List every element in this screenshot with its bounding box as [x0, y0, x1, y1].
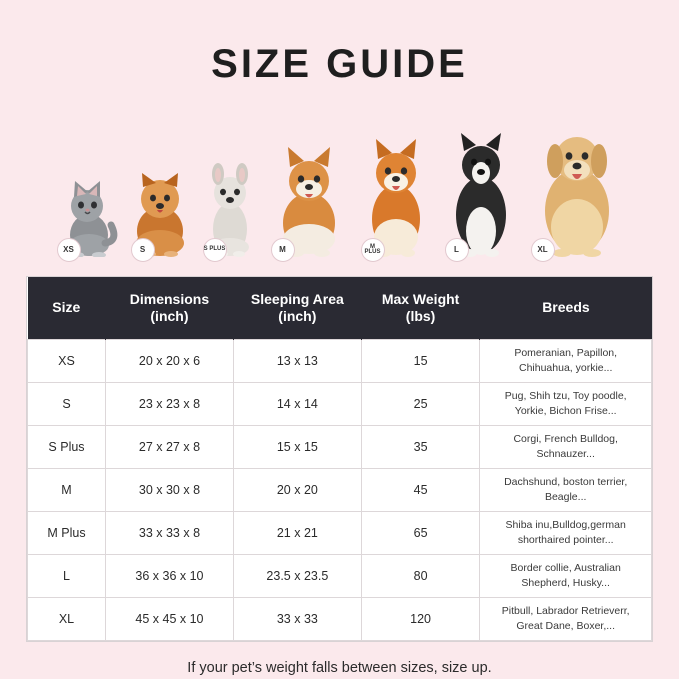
column-header-sleeping-area-line1: Sleeping Area [250, 291, 344, 307]
cell-breeds: Corgi, French Bulldog, Schnauzer... [480, 425, 652, 468]
cell-sleeping-area: 20 x 20 [233, 468, 361, 511]
golden-retriever-illustration [529, 117, 625, 262]
cell-sleeping-area: 33 x 33 [233, 597, 361, 640]
cell-size: S Plus [28, 425, 106, 468]
cell-breeds: Border collie, Australian Shepherd, Husky... [480, 554, 652, 597]
cell-breeds: Pug, Shih tzu, Toy poodle, Yorkie, Bichon Frise... [480, 382, 652, 425]
pet-l [443, 127, 519, 262]
cell-sleeping-area: 23.5 x 23.5 [233, 554, 361, 597]
cell-breeds: Pitbull, Labrador Retrieverr, Great Dane, Boxer,... [480, 597, 652, 640]
size-badge-s: S [131, 238, 155, 262]
table-row [28, 597, 652, 640]
pet-xl [529, 117, 625, 262]
size-badge-m: M [271, 238, 295, 262]
pomeranian-illustration [129, 165, 191, 262]
cell-size: L [28, 554, 106, 597]
cell-max-weight: 80 [361, 554, 480, 597]
cell-size: S [28, 382, 106, 425]
cell-sleeping-area: 21 x 21 [233, 511, 361, 554]
column-header-dimensions-line2: (inch) [150, 307, 189, 324]
cell-dimensions: 20 x 20 x 6 [106, 339, 234, 382]
table-row [28, 468, 652, 511]
border-collie-illustration [443, 127, 519, 262]
table-row [28, 382, 652, 425]
pet-m-plus [359, 133, 433, 262]
size-badge-s-plus: S PLUS [203, 238, 227, 262]
cell-size: XL [28, 597, 106, 640]
cell-breeds: Shiba inu,Bulldog,german shorthaired pointer... [480, 511, 652, 554]
column-header-sleeping-area-line2: (inch) [278, 307, 317, 324]
pet-m [269, 141, 349, 262]
cell-sleeping-area: 13 x 13 [233, 339, 361, 382]
column-header-sleeping-area [233, 277, 361, 339]
table-row [28, 511, 652, 554]
cell-breeds: Pomeranian, Papillon, Chihuahua, yorkie... [480, 339, 652, 382]
table-header [28, 277, 652, 339]
shiba-inu-illustration [359, 133, 433, 262]
column-header-dimensions-line1: Dimensions [129, 291, 210, 307]
size-badge-xs: XS [57, 238, 81, 262]
cell-size: M [28, 468, 106, 511]
cell-dimensions: 36 x 36 x 10 [106, 554, 234, 597]
cell-dimensions: 23 x 23 x 8 [106, 382, 234, 425]
cell-size: XS [28, 339, 106, 382]
column-header-max-weight [361, 277, 480, 339]
cell-breeds: Dachshund, boston terrier, Beagle... [480, 468, 652, 511]
cell-max-weight: 35 [361, 425, 480, 468]
cell-dimensions: 27 x 27 x 8 [106, 425, 234, 468]
column-header-max-weight-line1: Max Weight [381, 291, 460, 307]
footnote-text: If your pet’s weight falls between sizes, size up. [187, 659, 492, 676]
column-header-breeds [480, 277, 652, 339]
size-badge-l: L [445, 238, 469, 262]
cat-illustration [55, 173, 119, 262]
column-header-max-weight-line2: (lbs) [405, 307, 436, 324]
cell-max-weight: 65 [361, 511, 480, 554]
cell-sleeping-area: 14 x 14 [233, 382, 361, 425]
french-bulldog-illustration [201, 155, 259, 262]
size-badge-m-plus: M PLUS [361, 238, 385, 262]
cell-dimensions: 33 x 33 x 8 [106, 511, 234, 554]
size-badge-xl: XL [531, 238, 555, 262]
cell-max-weight: 25 [361, 382, 480, 425]
cell-size: M Plus [28, 511, 106, 554]
column-header-size-line1: Size [52, 299, 81, 316]
pet-xs [55, 173, 119, 262]
cell-max-weight: 120 [361, 597, 480, 640]
column-header-dimensions [106, 277, 234, 339]
cell-dimensions: 30 x 30 x 8 [106, 468, 234, 511]
cell-sleeping-area: 15 x 15 [233, 425, 361, 468]
page-title: SIZE GUIDE [211, 42, 468, 86]
cell-dimensions: 45 x 45 x 10 [106, 597, 234, 640]
size-table [27, 277, 652, 641]
pet-s-plus [201, 155, 259, 262]
table-row [28, 339, 652, 382]
cell-max-weight: 15 [361, 339, 480, 382]
size-table-container [26, 276, 653, 642]
pet-illustrations-row [40, 112, 639, 262]
cell-max-weight: 45 [361, 468, 480, 511]
table-body [28, 339, 652, 640]
table-row [28, 425, 652, 468]
corgi-illustration [269, 141, 349, 262]
table-header-row [28, 277, 652, 339]
table-row [28, 554, 652, 597]
column-header-breeds-line1: Breeds [542, 299, 590, 316]
pet-s [129, 165, 191, 262]
column-header-size [28, 277, 106, 339]
